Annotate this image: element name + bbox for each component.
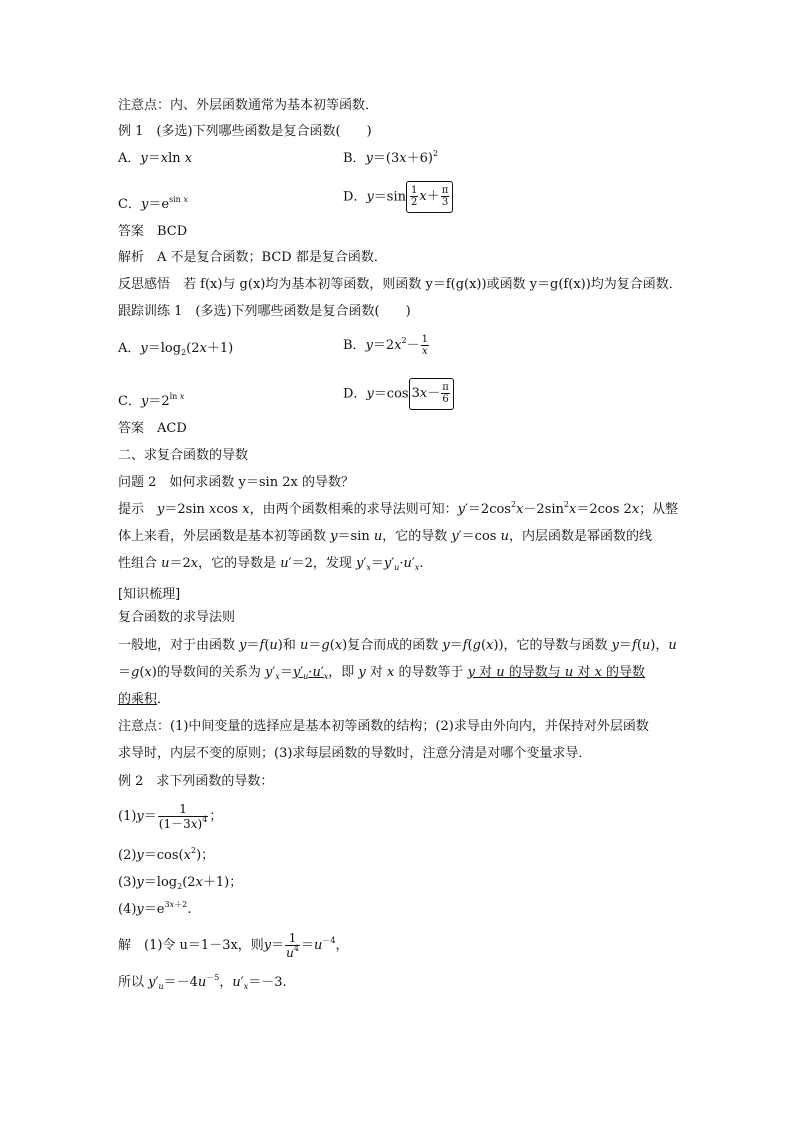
ex1-option-d: D．y＝sin $\frac{1}{2}$ x＋ $\frac{\pi}{3}$	[343, 181, 453, 214]
hint-line-1: 提示 y＝2sin xcos x，由两个函数相乘的求导法则可知：$y'=2\cos^2x-2\sin^2x=2\cos$ 2x；从整	[118, 500, 679, 517]
rule-line-2: ＝g(x)的导数间的关系为 $y'_x=y'_u\cdot u'_x$，即 y 对 x 的导数等于 y 对 u 的导数与 u 对 x 的导数	[118, 665, 646, 681]
rule-title: 复合函数的求导法则	[118, 610, 236, 625]
section-2-heading: 二、求复合函数的导数	[118, 448, 249, 463]
ex2-item-3: $(3)y=\log_2(2x+1)$；	[118, 875, 243, 891]
knowledge-heading: [知识梳理]	[118, 587, 181, 602]
hint-line-3: 性组合 u＝2x，它的导数是 u′＝2，发现 $y'_x=y'_u\cdot u'_x$.	[118, 556, 424, 572]
ex2-item-2: $(2)y=\cos(x^2)$；	[118, 846, 215, 863]
ex1-option-a: A．y＝xln x	[118, 151, 193, 166]
solution-line-2: 所以 $y'_u=-4u^{-5}$，$u'_x=-3$.	[118, 973, 287, 991]
solution-line-1: 解 (1)令 u＝1－3x，则y＝ $\frac{1}{u^4}$ $=u^{-4}$，	[118, 931, 349, 960]
practice1-answer: 答案 ACD	[118, 421, 187, 436]
ex2-item-1: (1)y＝ $\frac{1}{(1-3x)^4}$ ；	[118, 802, 223, 831]
practice1-option-a: A．$y=\log_2(2x+1)$	[118, 341, 234, 357]
ex1-option-c: C．$y=e^{sin x}$	[118, 195, 188, 212]
ex1-answer: 答案 BCD	[118, 224, 188, 239]
ex2-item-4: $(4)y=e^{3x+2}$.	[118, 900, 192, 917]
note-inner-outer: 注意点：内、外层函数通常为基本初等函数．	[118, 98, 379, 113]
example-1-title: 例 1 (多选)下列哪些函数是复合函数( )	[118, 124, 372, 139]
note-2-line-2: 求导时，内层不变的原则；(3)求每层函数的导数时，注意分清是对哪个变量求导．	[118, 746, 592, 761]
practice1-option-c: C．$y=2^{ln x}$	[118, 392, 185, 409]
reflection: 反思感悟 若 f(x)与 g(x)均为基本初等函数，则函数 y＝f(g(x))或函数 y＝g(f(x))均为复合函数．	[118, 277, 682, 292]
hint-line-2: 体上来看，外层函数是基本初等函数 y＝sin u，它的导数 y′＝cos u，内层函数是幂函数的线	[118, 529, 652, 544]
ex1-option-b: B．$y=(3x+6)^2$	[343, 149, 439, 166]
example-2-title: 例 2 求下列函数的导数：	[118, 774, 274, 789]
practice1-option-b: B．$y=2x^2-$ $\frac{1}{x}$	[343, 334, 429, 357]
practice1-option-d: D．y＝cos 3x－ $\frac{\pi}{6}$	[343, 378, 454, 411]
question-2: 问题 2 如何求函数 y＝sin 2x 的导数？	[118, 475, 354, 490]
note-2-line-1: 注意点：(1)中间变量的选择应是基本初等函数的结构；(2)求导由外向内，并保持对外层函数	[118, 719, 649, 734]
rule-line-3: 的乘积．	[118, 692, 171, 707]
practice-1-title: 跟踪训练 1 (多选)下列哪些函数是复合函数( )	[118, 304, 411, 319]
ex1-analysis: 解析 A 不是复合函数；BCD 都是复合函数．	[118, 250, 387, 265]
rule-line-1: 一般地，对于由函数 y＝f(u)和 u＝g(x)复合而成的函数 y＝f(g(x))，它的导数与函数 y＝f(u)，u	[118, 638, 677, 653]
